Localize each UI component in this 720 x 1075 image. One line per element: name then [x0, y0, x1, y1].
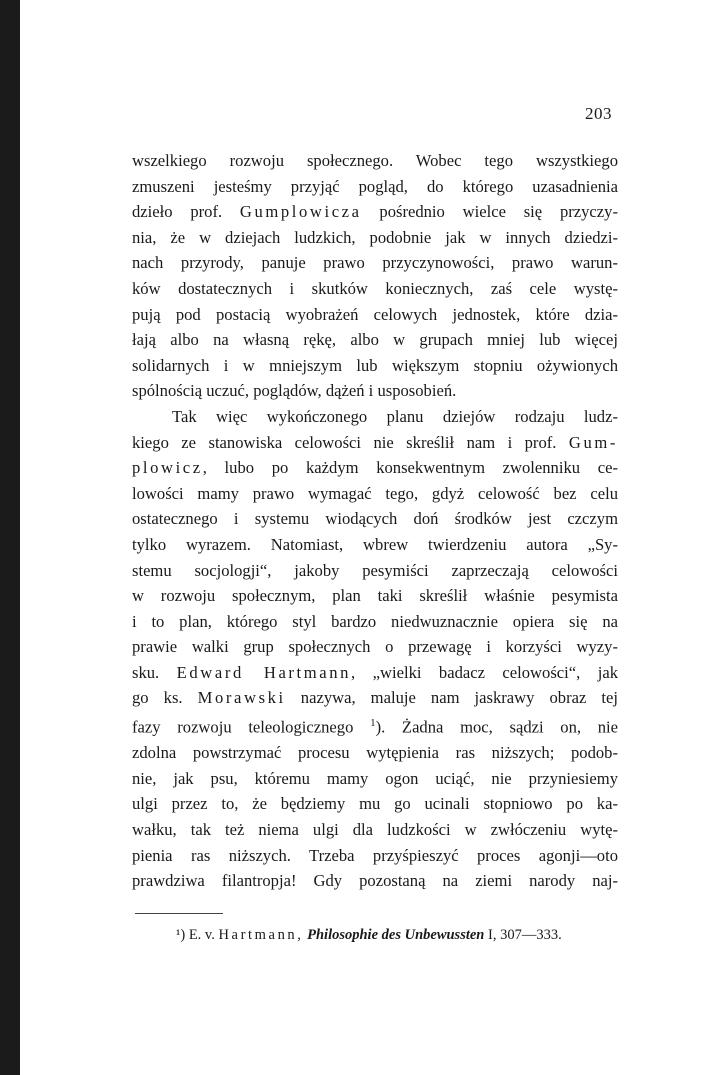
text-line	[132, 558, 618, 584]
text-line	[132, 174, 618, 200]
footnote-rule	[135, 913, 223, 914]
text-line-spaced: Gum-	[568, 432, 618, 452]
text-line	[132, 634, 618, 660]
text-line-post: nazywa, maluje nam jaskrawy obraz tej	[285, 688, 619, 708]
text-line	[132, 843, 618, 869]
text-line	[132, 481, 618, 507]
text-line-text: nie, jak psu, któremu mamy ogon uciąć, nie przyniesiemy	[132, 768, 618, 788]
text-line	[132, 250, 618, 276]
text-line	[132, 817, 618, 843]
text-line-pre: fazy rozwoju teleologicznego	[132, 717, 371, 737]
text-line-text: nach przyrody, panuje prawo przyczynowości, prawo warun-	[132, 253, 618, 273]
text-line-text: ków dostatecznych i skutków koniecznych, zaś cele wystę-	[132, 278, 618, 298]
text-line	[132, 685, 618, 711]
text-line	[132, 660, 618, 686]
text-line-text: wszelkiego rozwoju społecznego. Wobec tego wszystkiego	[132, 151, 618, 170]
text-line	[132, 327, 618, 353]
text-line-text: zmuszeni jesteśmy przyjąć pogląd, do którego uzasadnienia	[132, 176, 618, 196]
text-line	[132, 868, 618, 894]
text-line	[132, 506, 618, 532]
text-line-text: wałku, tak też niema ulgi dla ludzkości w zwłóczeniu wytę-	[132, 819, 618, 839]
footnote-author: Hartmann,	[218, 927, 304, 943]
footnote-mark: ¹)	[176, 927, 186, 943]
text-line	[132, 378, 618, 404]
text-line-text: lowości mamy prawo wymagać tego, gdyż celowość bez celu	[132, 483, 618, 503]
text-line-text: łają albo na własną rękę, albo w grupach mniej lub więcej	[132, 330, 618, 350]
text-line	[132, 532, 618, 558]
footnote-title: Philosophie des Unbewussten	[307, 927, 485, 943]
text-line	[132, 455, 618, 481]
text-line-text: nia, że w dziejach ludzkich, podobnie jak w innych dziedzi-	[132, 227, 618, 247]
page-number: 203	[585, 104, 612, 123]
text-line-text: prawdziwa filantropja! Gdy pozostaną na ziemi narody naj-	[132, 871, 618, 891]
text-line-post: pośrednio wielce się przyczy-	[361, 202, 618, 222]
text-line-post: ). Żadna moc, sądzi on, nie	[375, 717, 618, 737]
text-line	[132, 276, 618, 302]
text-line-spaced: Edward Hartmann	[176, 662, 352, 682]
footnote	[176, 927, 562, 944]
text-line-text: zdolna powstrzymać procesu wytępienia ras niższych; podob-	[132, 743, 618, 763]
text-line	[132, 711, 618, 740]
text-line	[132, 353, 618, 379]
page-binding-edge	[0, 0, 20, 1075]
text-line	[132, 791, 618, 817]
text-line-sup: 1	[370, 717, 376, 730]
text-line	[132, 740, 618, 766]
text-line-text: ulgi przez to, że będziemy mu go ucinali stopniowo po ka-	[132, 794, 618, 814]
text-line-text: prawie walki grup społecznych o przewagę i korzyści wyzy-	[132, 637, 618, 657]
text-line	[132, 430, 618, 456]
text-line	[132, 199, 618, 225]
text-line-pre: go ks.	[132, 688, 198, 708]
text-line-text: tylko wyrazem. Natomiast, wbrew twierdzeniu autora „Sy-	[132, 534, 618, 554]
text-line-spaced: Morawski	[197, 688, 286, 708]
text-line	[132, 302, 618, 328]
text-line-text: w rozwoju społecznym, plan taki skreślił właśnie pesymista	[132, 586, 618, 606]
text-line-pre: dzieło prof.	[132, 202, 240, 222]
footnote-reference: I, 307—333.	[484, 927, 562, 943]
text-line-post: , lubo po każdym konsekwentnym zwolenniku ce-	[202, 458, 618, 478]
body-text	[132, 148, 618, 894]
text-line	[132, 225, 618, 251]
text-line-text: pują pod postacią wyobrażeń celowych jednostek, które dzia-	[132, 304, 618, 324]
text-line-post: , „wielki badacz celowości“, jak	[351, 662, 618, 682]
text-line	[132, 609, 618, 635]
text-line-text: i to plan, którego styl bardzo niedwuznacznie opiera się na	[132, 611, 618, 631]
text-line	[132, 766, 618, 792]
text-line	[132, 583, 618, 609]
footnote-author-prefix: E. v.	[188, 927, 219, 943]
text-line-pre: kiego ze stanowiska celowości nie skreślił nam i prof.	[132, 432, 569, 452]
text-line-text: pienia ras niższych. Trzeba przyśpieszyć proces agonji—oto	[132, 845, 618, 865]
text-line-text: ostatecznego i systemu wiodących doń środków jest czczym	[132, 509, 618, 529]
text-line-text: spólnością uczuć, poglądów, dążeń i usposobień.	[132, 381, 457, 401]
text-line	[132, 404, 618, 430]
text-line-spaced: plowicz	[132, 458, 203, 478]
text-line-pre: sku.	[132, 662, 177, 682]
text-line-text: solidarnych i w mniejszym lub większym stopniu ożywionych	[132, 355, 618, 375]
text-line-text: Tak więc wykończonego planu dziejów rodzaju ludz-	[172, 406, 618, 426]
text-line-spaced: Gumplowicza	[239, 202, 362, 222]
text-line	[132, 148, 618, 174]
text-line-text: stemu socjologji“, jakoby pesymiści zaprzeczają celowości	[132, 560, 618, 580]
